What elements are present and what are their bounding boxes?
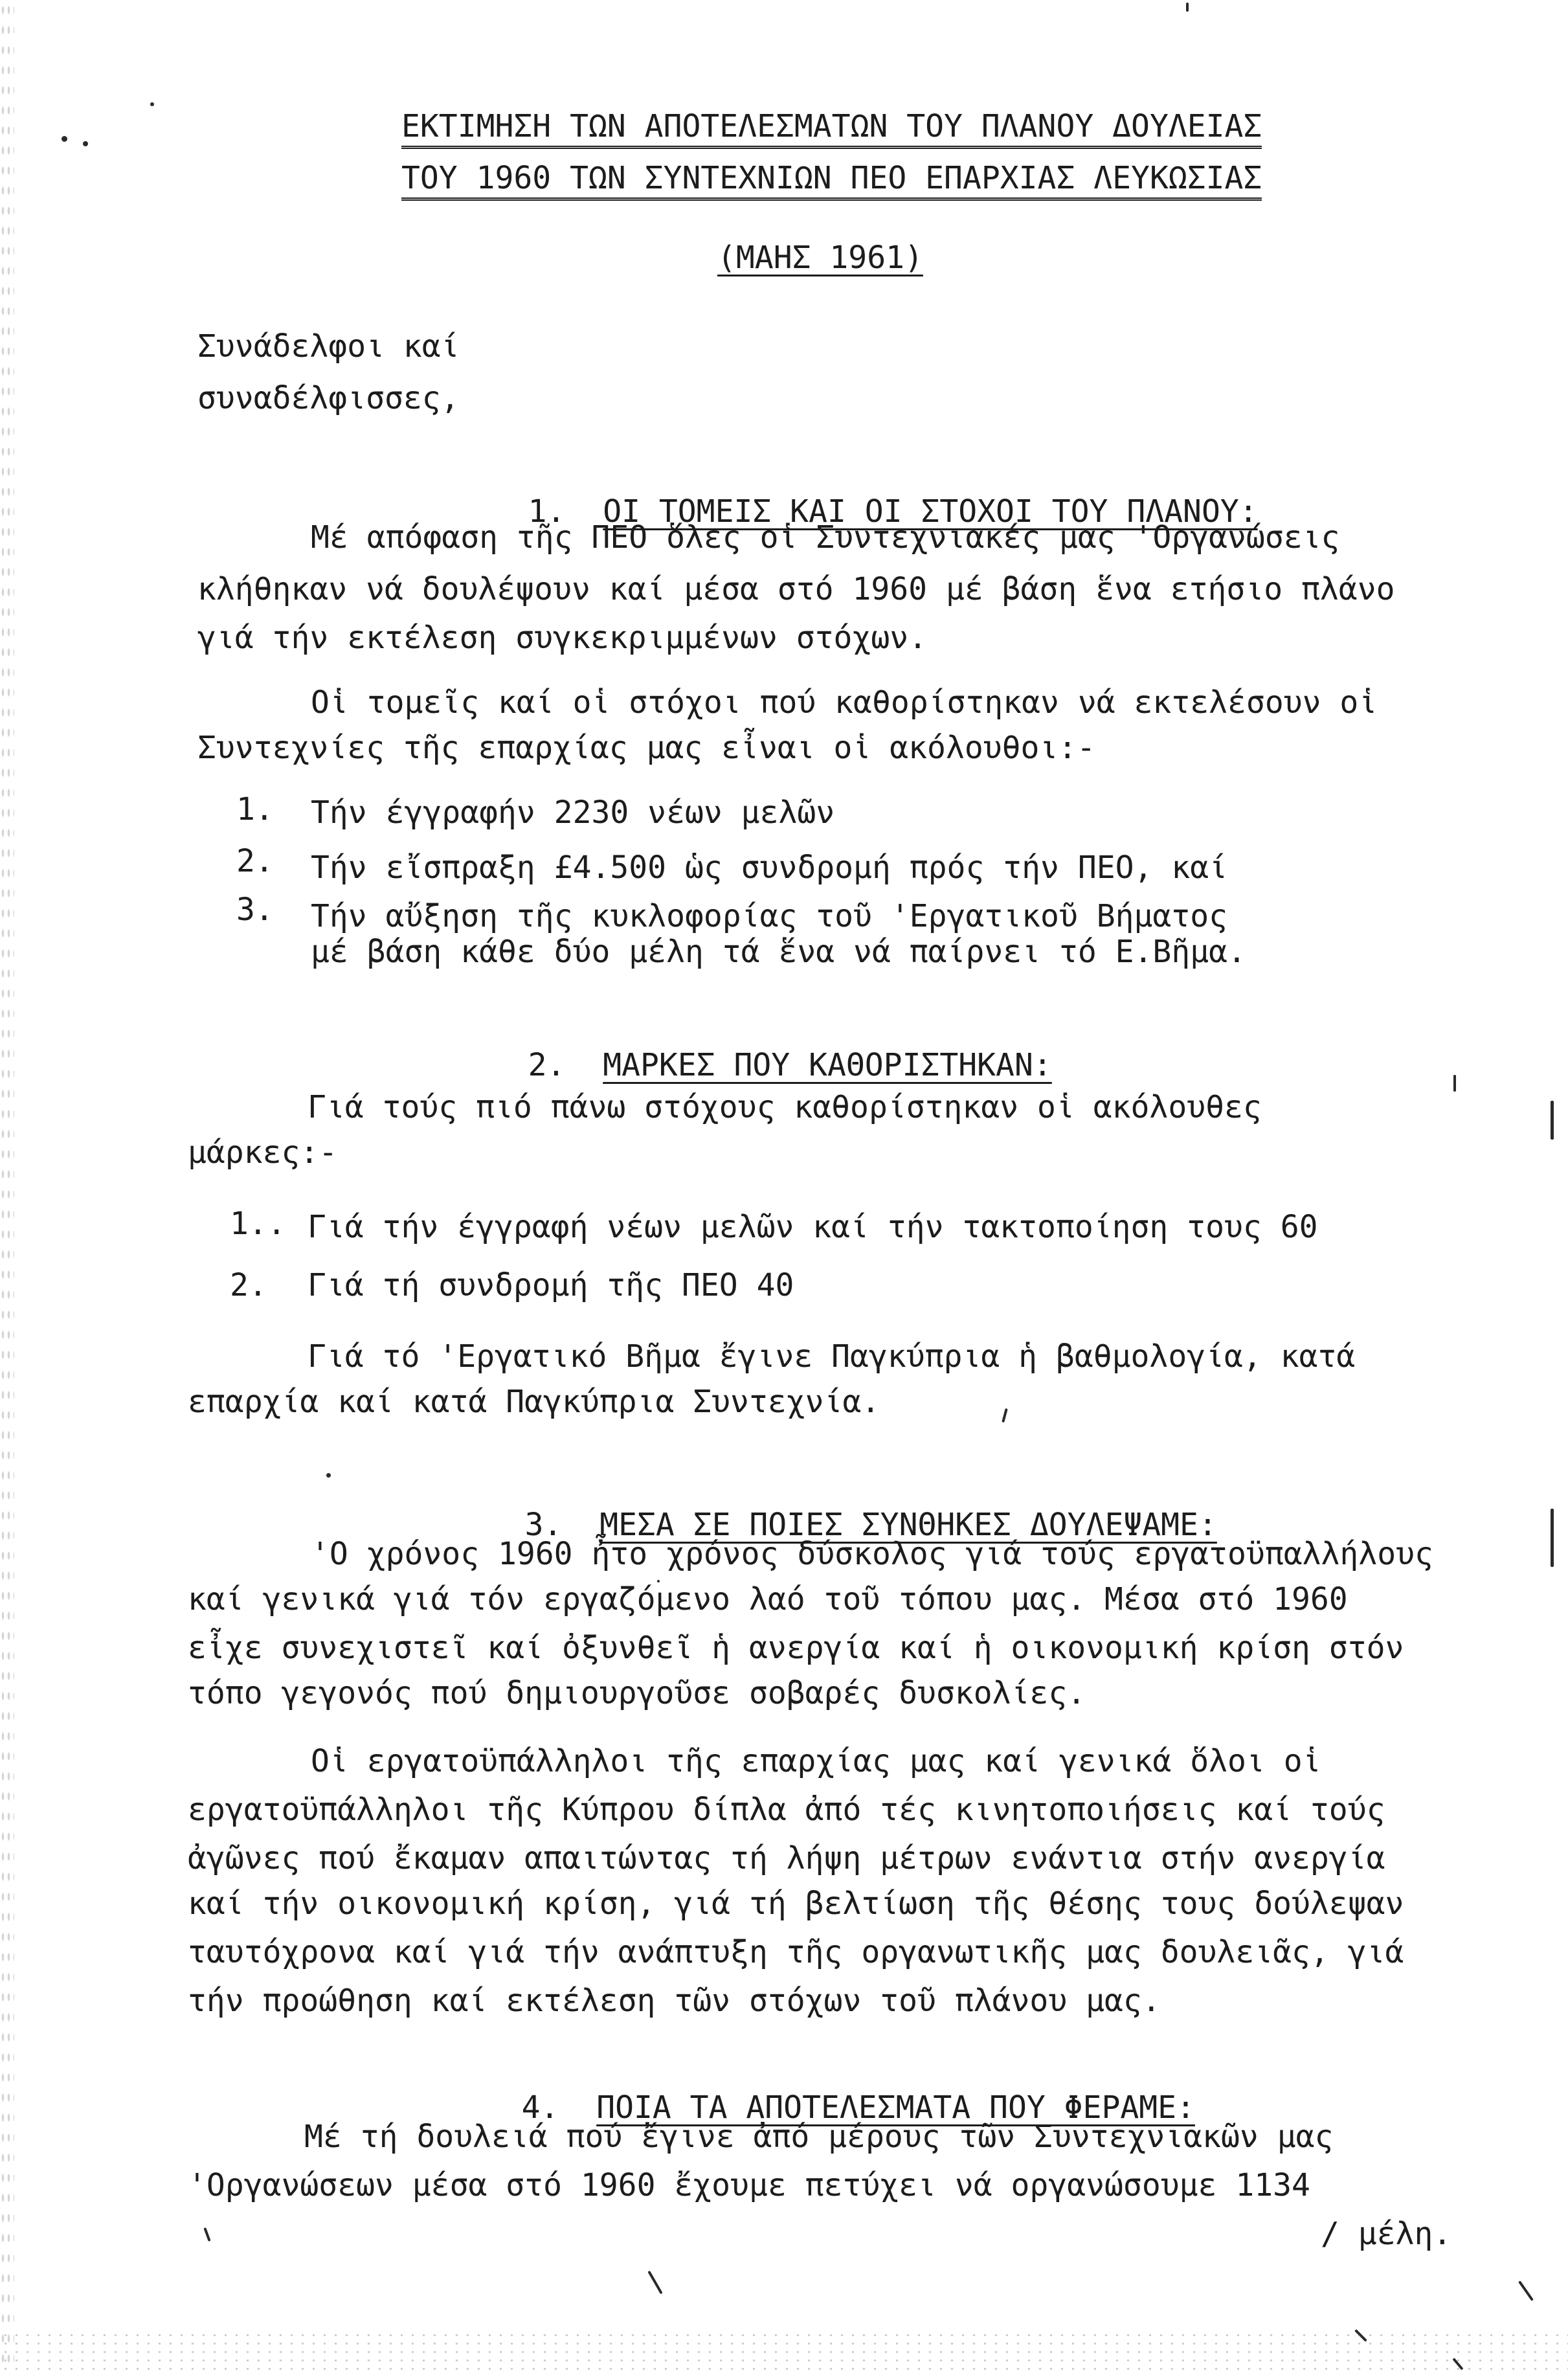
scan-speck (1518, 2280, 1534, 2301)
section-3-title: ΜΕΣΑ ΣΕ ΠΟΙΕΣ ΣΥΝΘΗΚΕΣ ΔΟΥΛΕΨΑΜΕ: (599, 1507, 1217, 1543)
section-4-p1-line-1: Μέ τή δουλειά πού ἔγινε ἀπό μέρους τῶν Συντεχνιακῶν μας (304, 2119, 1334, 2155)
title-date-text: (ΜΑΗΣ 1961) (717, 240, 923, 276)
section-3-p1-line-4: τόπο γεγονός πού δημιουργοῦσε σοβαρές δυσκολίες. (188, 1675, 1086, 1711)
section-4-number: 4. (521, 2089, 559, 2126)
section-2-list-item-2-text: Γιά τή συνδρομή τῆς ΠΕΟ 40 (308, 1267, 794, 1303)
section-1-p1-line-1: Μέ απόφαση τῆς ΠΕΟ ὅλες οἱ Συντεχνιακές μας 'Οργανώσεις (311, 519, 1340, 556)
section-3-p1-line-2: καί γενικά γιά τόν εργαζόμενο λαό τοῦ τόπου μας. Μέσα στό 1960 (188, 1581, 1348, 1617)
scan-speck (62, 136, 67, 142)
title-line-1-text: ΕΚΤΙΜΗΣΗ ΤΩΝ ΑΠΟΤΕΛΕΣΜΑΤΩΝ ΤΟΥ ΠΛΑΝΟΥ ΔΟΥΛΕΙΑΣ (401, 108, 1262, 149)
title-line-2 (401, 159, 1262, 197)
section-3-number: 3. (524, 1507, 563, 1543)
greeting-line-2: συναδέλφισσες, (197, 380, 460, 416)
section-1-list-item-2-text: Τήν εἴσπραξη £4.500 ὡς συνδρομή πρός τήν ΠΕΟ, καί (311, 850, 1228, 886)
scan-speck (83, 141, 88, 146)
section-3-p2-line-4: καί τήν οικονομική κρίση, γιά τή βελτίωση τῆς θέσης τους δούλεψαν (188, 1885, 1404, 1922)
section-1-number: 1. (528, 493, 566, 530)
section-3-p2-line-2: εργατοϋπάλληλοι τῆς Κύπρου δίπλα ἀπό τές κινητοποιήσεις καί τούς (188, 1792, 1385, 1828)
section-4-p1-line-2: 'Οργανώσεων μέσα στό 1960 ἔχουμε πετύχει νά οργανώσουμε 1134 (188, 2167, 1310, 2203)
scan-speck (1186, 3, 1189, 12)
greeting-line-1: Συνάδελφοι καί (197, 328, 460, 365)
section-3-p2-line-6: τήν προώθηση καί εκτέλεση τῶν στόχων τοῦ πλάνου μας. (188, 1983, 1161, 2019)
section-1-list-item-3-number: 3. (236, 892, 274, 928)
section-1-p2-line-2: Συντεχνίες τῆς επαρχίας μας εἶναι οἱ ακόλουθοι:- (197, 730, 1096, 766)
scan-speck (647, 2271, 662, 2295)
section-1-list-item-1-text: Τήν έγγραφήν 2230 νέων μελῶν (311, 794, 835, 831)
title-line-2-text: ΤΟΥ 1960 ΤΩΝ ΣΥΝΤΕΧΝΙΩΝ ΠΕΟ ΕΠΑΡΧΙΑΣ ΛΕΥΚΩΣΙΑΣ (401, 160, 1262, 201)
section-3-p2-line-1: Οἱ εργατοϋπάλληλοι τῆς επαρχίας μας καί γενικά ὅλοι οἱ (311, 1743, 1321, 1779)
section-3-p2-line-5: ταυτόχρονα καί γιά τήν ανάπτυξη τῆς οργανωτικῆς μας δουλειᾶς, γιά (188, 1934, 1404, 1970)
section-2-after-line-1: Γιά τό 'Εργατικό Βῆμα ἔγινε Παγκύπρια ἡ βαθμολογία, κατά (308, 1338, 1356, 1375)
section-2-title: ΜΑΡΚΕΣ ΠΟΥ ΚΑΘΟΡΙΣΤΗΚΑΝ: (603, 1047, 1052, 1083)
page-continuation-marker: / μέλη. (1321, 2216, 1452, 2252)
section-3-p1-line-3: εἶχε συνεχιστεῖ καί ὀξυνθεῖ ἡ ανεργία καί ἡ οικονομική κρίση στόν (188, 1630, 1404, 1666)
scan-noise-left (0, 0, 14, 2375)
section-1-title: ΟΙ ΤΟΜΕΙΣ ΚΑΙ ΟΙ ΣΤΟΧΟΙ ΤΟΥ ΠΛΑΝΟΥ: (603, 493, 1258, 530)
section-1-list-item-3-text-line-2: μέ βάση κάθε δύο μέλη τά ἕνα νά παίρνει τό Ε.Βῆμα. (311, 934, 1246, 970)
section-2-p1-line-2: μάρκες:- (188, 1134, 338, 1171)
section-1-p1-line-3: γιά τήν εκτέλεση συγκεκριμμένων στόχων. (197, 620, 928, 656)
section-2-list-item-1-text: Γιά τήν έγγραφή νέων μελῶν καί τήν τακτοποίηση τους 60 (308, 1209, 1318, 1245)
section-3-p1-line-1: 'Ο χρόνος 1960 ἦτο χρόνος δύσκολος γιά τούς εργατοϋπαλλήλους (311, 1536, 1433, 1572)
title-line-1 (401, 107, 1262, 146)
section-1-list-item-1-number: 1. (236, 791, 274, 827)
scan-noise-bottom (0, 2331, 1568, 2375)
scan-speck (1551, 1101, 1554, 1140)
section-3-p2-line-3: ἀγῶνες πού ἔκαμαν απαιτώντας τή λήψη μέτρων ενάντια στήν ανεργία (188, 1840, 1385, 1876)
scan-speck (326, 1473, 331, 1478)
section-2-p1-line-1: Γιά τούς πιό πάνω στόχους καθορίστηκαν οἱ ακόλουθες (308, 1089, 1262, 1125)
section-1-p2-line-1: Οἱ τομεῖς καί οἱ στόχοι πού καθορίστηκαν νά εκτελέσουν οἱ (311, 684, 1378, 721)
section-1-p1-line-2: κλήθηκαν νά δουλέψουν καί μέσα στό 1960 μέ βάση ἕνα ετήσιο πλάνο (197, 571, 1395, 607)
section-2-after-line-2: επαρχία καί κατά Παγκύπρια Συντεχνία. (188, 1384, 880, 1420)
scan-speck (150, 102, 154, 106)
scan-speck (1002, 1408, 1008, 1423)
section-2-number: 2. (528, 1047, 566, 1083)
scan-speck (1551, 1509, 1554, 1567)
scan-speck (203, 2227, 210, 2242)
title-date (717, 238, 923, 277)
section-2-list-item-1-number: 1.. (230, 1206, 286, 1242)
section-4-title: ΠΟΙΑ ΤΑ ΑΠΟΤΕΛΕΣΜΑΤΑ ΠΟΥ ΦΕΡΑΜΕ: (596, 2089, 1195, 2126)
section-2-list-item-2-number: 2. (230, 1267, 267, 1303)
scan-speck (1453, 1075, 1456, 1092)
section-1-list-item-3-text-line-1: Τήν αὔξηση τῆς κυκλοφορίας τοῦ 'Εργατικοῦ Βήματος (311, 898, 1228, 934)
section-1-list-item-2-number: 2. (236, 843, 274, 879)
